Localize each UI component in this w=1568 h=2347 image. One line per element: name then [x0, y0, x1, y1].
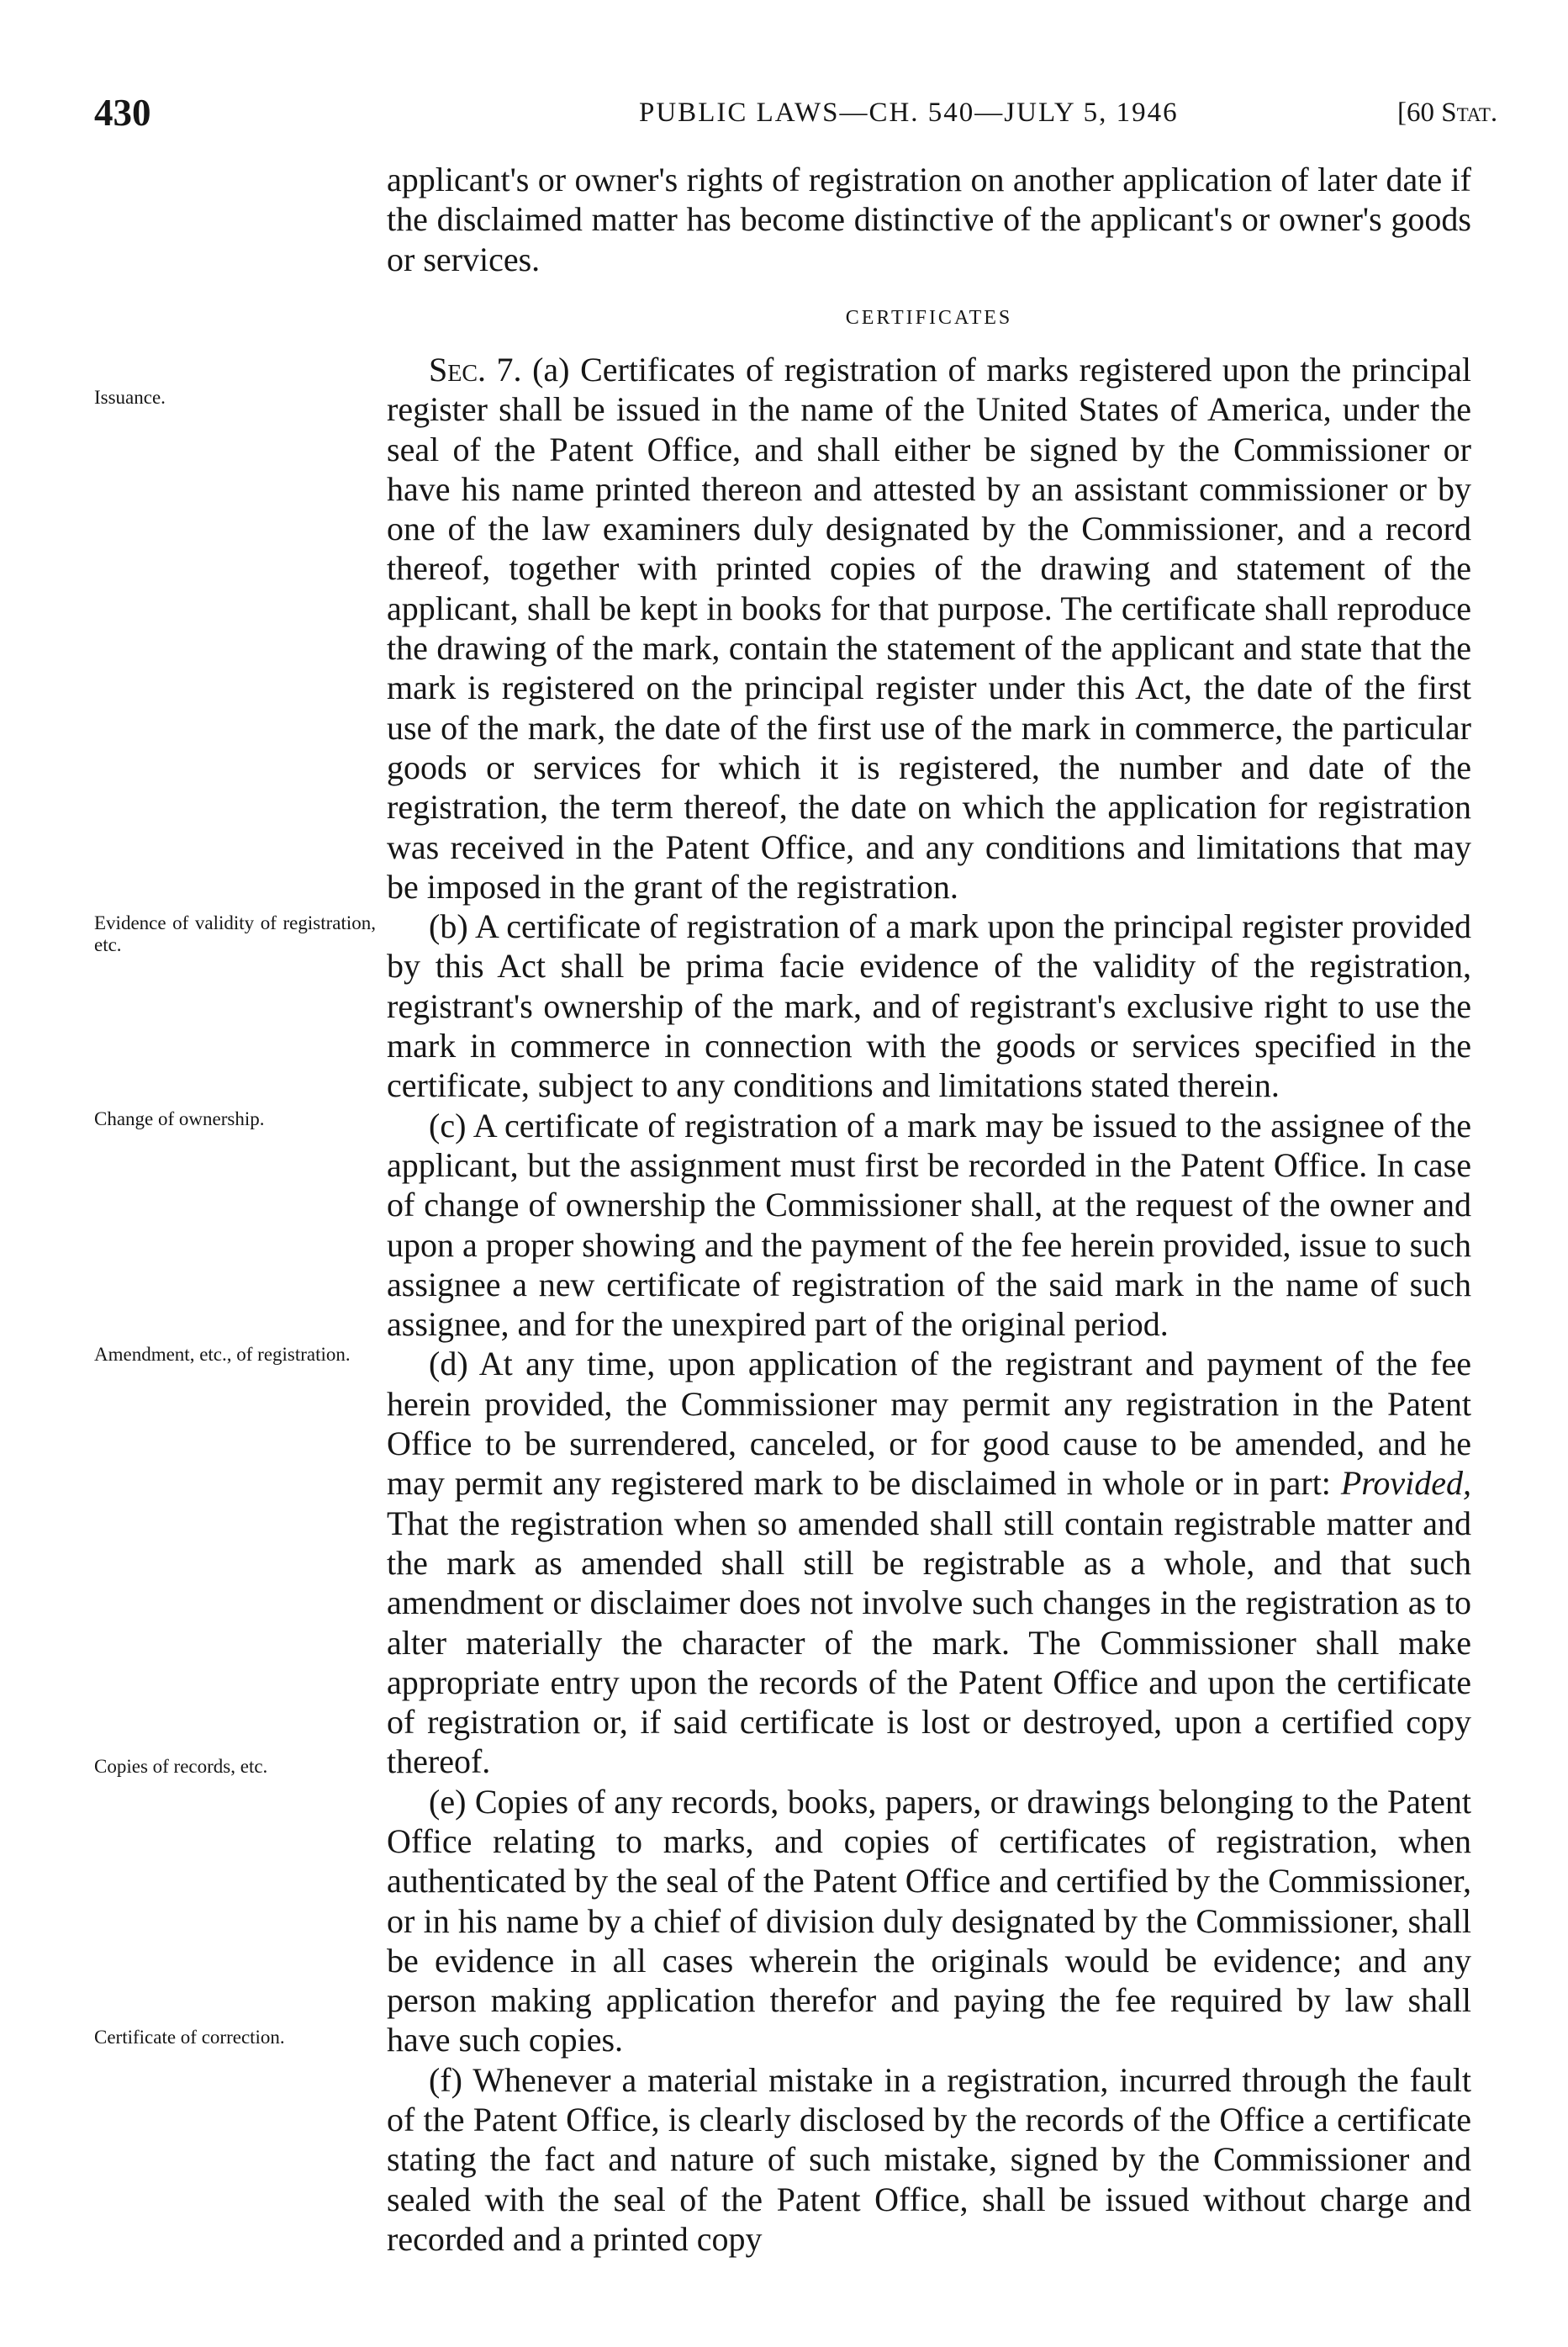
- paragraph-e: [387, 1782, 1471, 2060]
- section-heading: CERTIFICATES: [845, 307, 1013, 329]
- paragraph-text: A certificate of registration of a mark may be issued to the assignee of the applicant, but the assignment must first be recorded in the Patent Office. In case of change of ownership the Commissioner shall, at the request of the owner and upon a proper showing and the payment of the fee herein provided, issue to such assignee a new certificate of registration of the said mark in the name of such assignee, and for the unexpired part of the original period.: [387, 1106, 1471, 1344]
- proviso-italic: Provided,: [1340, 1464, 1471, 1503]
- paragraph-b: [387, 907, 1471, 1105]
- paragraph-label: (b): [429, 907, 468, 946]
- paragraph-text: Copies of any records, books, papers, or drawings belonging to the Patent Office relating to marks, and copies of certificates of registration, when authenticated by the seal of the Patent Office and certified by the Commissioner, or in his name by a chief of division duly designated by the Commissioner, shall be evidence in all cases wherein the originals would be evidence; and any person making application therefor and paying the fee required by law shall have such copies.: [387, 1782, 1472, 2059]
- page-number: 430: [94, 92, 151, 134]
- paragraph-label: (c): [429, 1106, 467, 1144]
- continuation-paragraph: [387, 160, 1471, 279]
- paragraph-text: At any time, upon application of the registrant and payment of the fee herein provided, the Commissioner may permit any registration in the Patent Office to be surrendered, canceled, or for good cause to be amended, and he may permit any registered mark to be disclaimed in whole or in part:: [387, 1345, 1471, 1503]
- volume-reference: [1397, 98, 1497, 129]
- section-7-body: [387, 350, 1471, 2259]
- paragraph-text: Whenever a material mistake in a registration, incurred through the fault of the Patent Office, is clearly disclosed by the records of the Office a certificate stating the fact and nature of such mistake, signed by the Commissioner and sealed with the seal of the Patent Office, shall be issued without charge and recorded and a printed copy: [387, 2060, 1471, 2258]
- continuation-text: applicant's or owner's rights of registration on another application of later date if the disclaimed matter has become distinctive of the applicant's or owner's goods or services.: [387, 161, 1471, 278]
- paragraph-a: [387, 350, 1471, 907]
- paragraph-text: A certificate of registration of a mark upon the principal register provided by this Act shall be prima facie evidence of the validity of the registration, registrant's ownership of the mark, and of registrant's exclusive right to use the mark in commerce in connection with the goods or services specified in the certificate, subject to any conditions and limitations stated therein.: [387, 907, 1471, 1105]
- paragraph-label: (e): [429, 1782, 467, 1821]
- margin-note-certificate-of-correction: Certificate of correction.: [94, 2027, 285, 2048]
- margin-note-copies-of-records: Copies of records, etc.: [94, 1756, 268, 1777]
- paragraph-text-continued: That the registration when so amended shall still contain registrable matter and the mark as amended shall still be registrable as a whole, and that such amendment or disclaimer does not involve such changes in the registration as to alter materially the character of the mark. The Commissioner shall make appropriate entry upon the records of the Patent Office and upon the certificate of registration or, if said certificate is lost or destroyed, upon a certified copy thereof.: [387, 1504, 1471, 1781]
- margin-note-evidence: Evidence of validity of registration, etc.: [94, 912, 376, 955]
- margin-note-amendment: Amendment, etc., of registration.: [94, 1344, 351, 1365]
- running-head: PUBLIC LAWS—CH. 540—JULY 5, 1946: [639, 98, 1179, 128]
- paragraph-f: [387, 2060, 1471, 2259]
- volume-number: [60: [1397, 98, 1434, 128]
- paragraph-text: Certificates of registration of marks registered upon the principal register shall be issued in the name of the United States of America, under the seal of the Patent Office, and shall either be signed by the Commissioner or have his name printed thereon and attested by an assistant commissioner or by one of the law examiners duly designated by the Commissioner, and a record thereof, together with printed copies of the drawing and statement of the applicant, shall be kept in books for that purpose. The certificate shall reproduce the drawing of the mark, contain the statement of the applicant and state that the mark is registered on the principal register under this Act, the date of the first use of the mark, the date of the first use of the mark in commerce, the particular goods or services for which it is registered, the number and date of the registration, the term thereof, the date on which the application for registration was received in the Patent Office, and any conditions and limitations that may be imposed in the grant of the registration.: [387, 351, 1472, 906]
- paragraph-label: (a): [532, 351, 570, 389]
- paragraph-c: [387, 1106, 1471, 1345]
- paragraph-label: (f): [429, 2060, 462, 2099]
- margin-note-change-of-ownership: Change of ownership.: [94, 1108, 265, 1129]
- paragraph-label: (d): [429, 1345, 468, 1383]
- paragraph-d: [387, 1344, 1471, 1781]
- volume-series: Stat.: [1441, 98, 1498, 128]
- section-number: Sec. 7.: [429, 351, 522, 389]
- margin-note-issuance: Issuance.: [94, 387, 166, 408]
